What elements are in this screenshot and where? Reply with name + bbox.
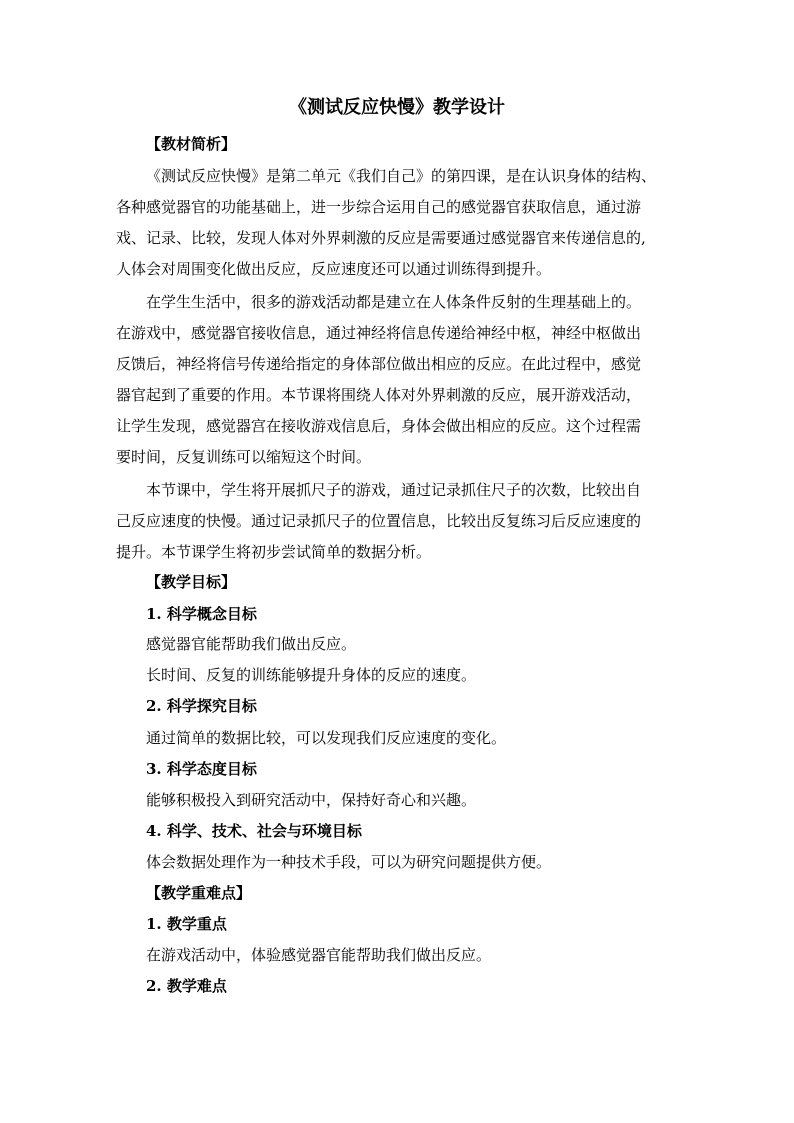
section-heading-goals: 【教学目标】 [146,573,237,591]
goal-title-attitude: 3. 科学态度目标 [146,760,257,778]
keypoint-title-focus: 1. 教学重点 [146,915,227,933]
paragraph-line: 本节课中，学生将开展抓尺子的游戏，通过记录抓住尺子的次数，比较出自 [146,481,642,499]
paragraph-line: 《测试反应快慢》是第二单元《我们自己》的第四课，是在认识身体的结构、 [146,167,657,185]
goal-line: 体会数据处理作为一种技术手段，可以为研究问题提供方便。 [146,853,552,871]
keypoint-title-difficulty: 2. 教学难点 [146,977,227,995]
paragraph-line: 让学生发现，感觉器宫在接收游戏信息后，身体会做出相应的反应。这个过程需 [116,417,642,435]
paragraph-line: 人体会对周围变化做出反应，反应速度还可以通过训练得到提升。 [116,260,552,278]
paragraph-line: 戏、记录、比较，发现人体对外界刺激的反应是需要通过感觉器官来传递信息的, [116,229,646,247]
goal-title-inquiry: 2. 科学探究目标 [146,697,257,715]
keypoint-line: 在游戏活动中，体验感觉器官能帮助我们做出反应。 [146,946,492,964]
paragraph-line: 在游戏中，感觉器官接收信息，通过神经将信息传递给神经中枢，神经中枢做出 [116,324,642,342]
goal-title-concept: 1. 科学概念目标 [146,605,257,623]
goal-line: 感觉器官能帮助我们做出反应。 [146,635,357,653]
paragraph-line: 器官起到了重要的作用。本节课将围绕人体对外界刺激的反应，展开游戏活动， [116,386,642,404]
paragraph-line: 反馈后，神经将信号传递给指定的身体部位做出相应的反应。在此过程中，感觉 [116,355,642,373]
paragraph-line: 要时间，反复训练可以缩短这个时间。 [116,448,372,466]
paragraph-line: 各种感觉器官的功能基础上，进一步综合运用自己的感觉器官获取信息，通过游 [116,198,642,216]
document-title: 《测试反应快慢》教学设计 [289,97,505,118]
goal-line: 通过简单的数据比较，可以发现我们反应速度的变化。 [146,729,507,747]
goal-title-sts: 4. 科学、技术、社会与环境目标 [146,822,362,840]
paragraph-line: 在学生生活中，很多的游戏活动都是建立在人体条件反射的生理基础上的。 [146,293,642,311]
paragraph-line: 提升。本节课学生将初步尝试简单的数据分析。 [116,543,432,561]
goal-line: 长时间、反复的训练能够提升身体的反应的速度。 [146,666,477,684]
section-heading-keypoints: 【教学重难点】 [146,884,252,902]
goal-line: 能够积极投入到研究活动中，保持好奇心和兴趣。 [146,791,477,809]
paragraph-line: 己反应速度的快慢。通过记录抓尺子的位置信息，比较出反复练习后反应速度的 [116,512,642,530]
section-heading-analysis: 【教材简析】 [146,135,237,153]
